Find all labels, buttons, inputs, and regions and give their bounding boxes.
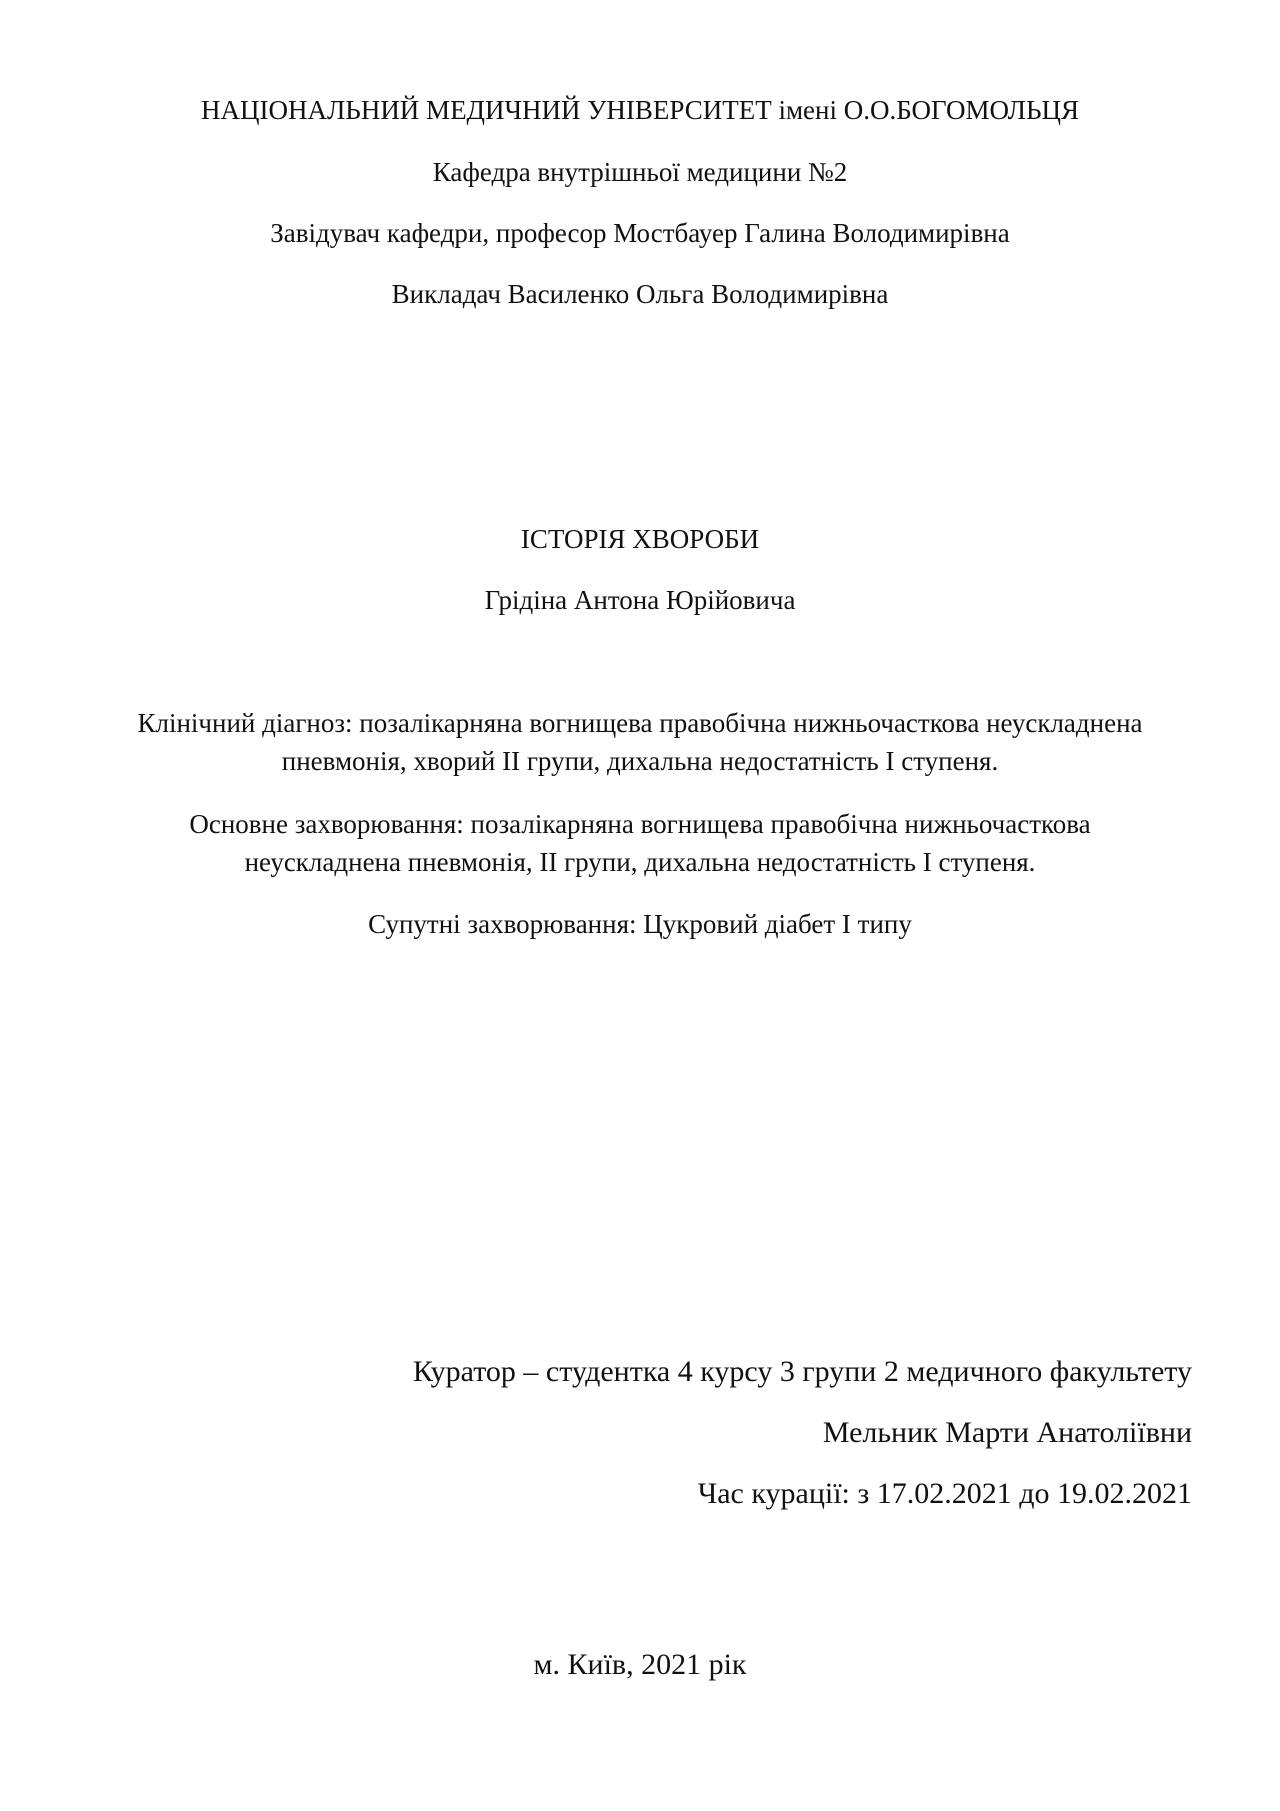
concomitant-diseases: Супутні захворювання: Цукровий діабет І типу <box>368 909 912 939</box>
curation-period: Час курації: з 17.02.2021 до 19.02.2021 <box>697 1477 1192 1510</box>
place-year: м. Київ, 2021 рік <box>533 1648 747 1681</box>
university-name: НАЦІОНАЛЬНИЙ МЕДИЧНИЙ УНІВЕРСИТЕТ імені О.О.БОГОМОЛЬЦЯ <box>201 95 1079 125</box>
document-title: ІСТОРІЯ ХВОРОБИ <box>520 524 760 554</box>
teacher-name: Викладач Василенко Ольга Володимирівна <box>391 279 889 309</box>
patient-name: Грідіна Антона Юрійовича <box>484 585 796 615</box>
department-name: Кафедра внутрішньої медицини №2 <box>432 157 848 187</box>
clinical-diagnosis: Клінічний діагноз: позалікарняна вогнищева правобічна нижньочасткова неускладнена пневмонія, хворий ІІ групи, дихальна недостатність І ступеня. <box>137 708 1143 776</box>
curator-role: Куратор – студентка 4 курсу 3 групи 2 медичного факультету <box>412 1355 1192 1388</box>
main-disease: Основне захворювання: позалікарняна вогнищева правобічна нижньочасткова неускладнена пневмонія, ІІ групи, дихальна недостатність І ступеня. <box>189 809 1091 877</box>
curator-name: Мельник Марти Анатоліївни <box>822 1416 1192 1449</box>
head-of-department: Завідувач кафедри, професор Мостбауер Галина Володимирівна <box>270 218 1010 248</box>
